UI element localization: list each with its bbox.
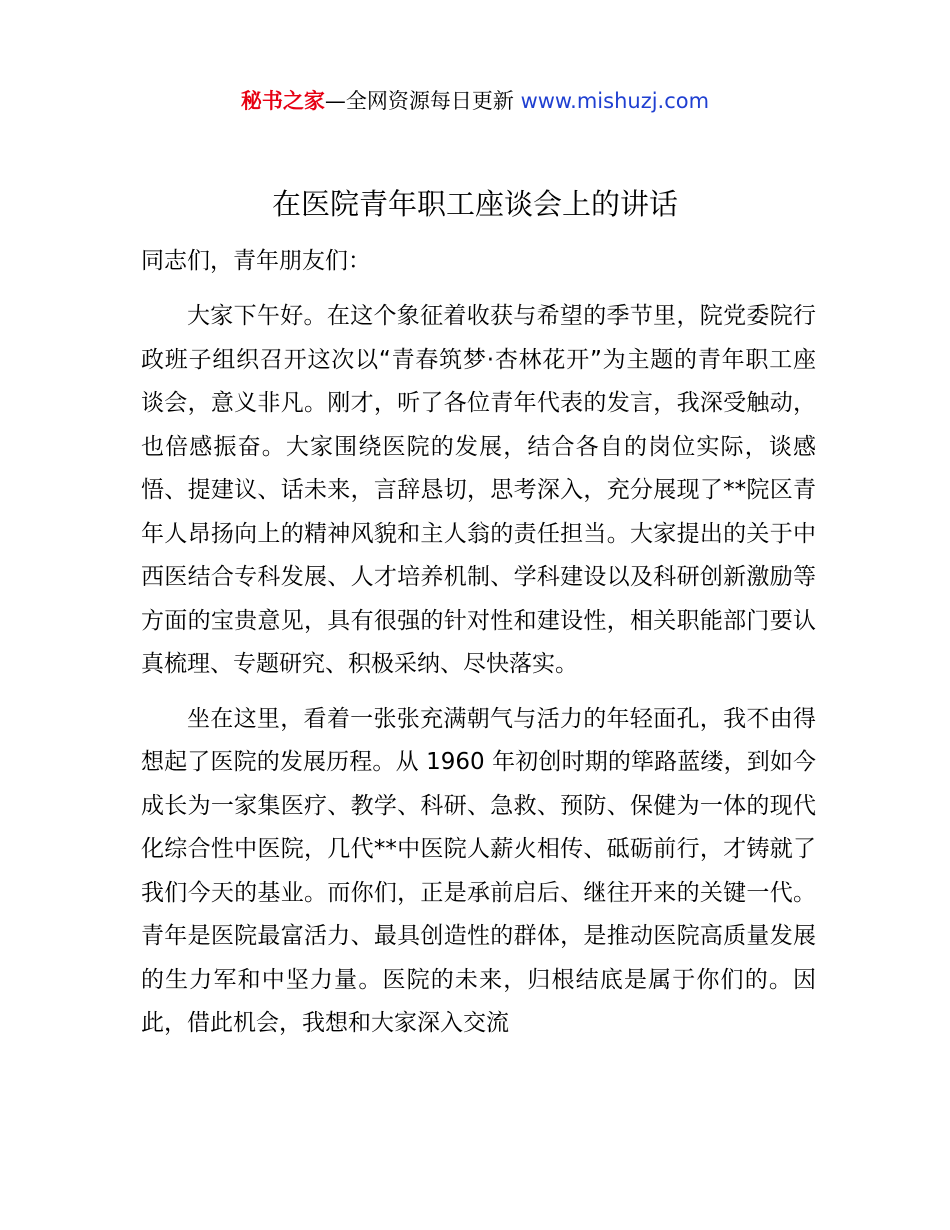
header-tagline: —全网资源每日更新 [324,89,514,113]
brand-name: 秘书之家 [240,89,325,113]
site-url-link[interactable]: www.mishuzj.com [520,89,710,113]
paragraph-1: 大家下午好。在这个象征着收获与希望的季节里，院党委院行政班子组织召开这次以“青春筑梦·杏林花开”为主题的青年职工座谈会，意义非凡。刚才，听了各位青年代表的发言，我深受触动，也倍感振奋。大家围绕医院的发展，结合各自的岗位实际，谈感悟、提建议、话未来，言辞恳切，思考深入，充分展现了**院区青年人昂扬向上的精神风貌和主人翁的责任担当。大家提出的关于中西医结合专科发展、人才培养机制、学科建设以及科研创新激励等方面的宝贵意见，具有很强的针对性和建设性，相关职能部门要认真梳理、专题研究、积极采纳、尽快落实。 [141,303,816,677]
paragraph-2: 坐在这里，看着一张张充满朝气与活力的年轻面孔，我不由得想起了医院的发展历程。从 1960 年初创时期的筚路蓝缕，到如今成长为一家集医疗、教学、科研、急救、预防、保健为一体的现代化综合性中医院，几代**中医院人薪火相传、砥砺前行，才铸就了我们今天的基业。而你们，正是承前启后、继往开来的关键一代。青年是医院最富活力、最具创造性的群体，是推动医院高质量发展的生力军和中坚力量。医院的未来，归根结底是属于你们的。因此，借此机会，我想和大家深入交流 [141,705,816,1036]
document-body [141,240,816,1046]
document-title: 在医院青年职工座谈会上的讲话 [271,187,678,221]
site-header [0,86,950,116]
greeting-line: 同志们，青年朋友们： [141,248,371,274]
